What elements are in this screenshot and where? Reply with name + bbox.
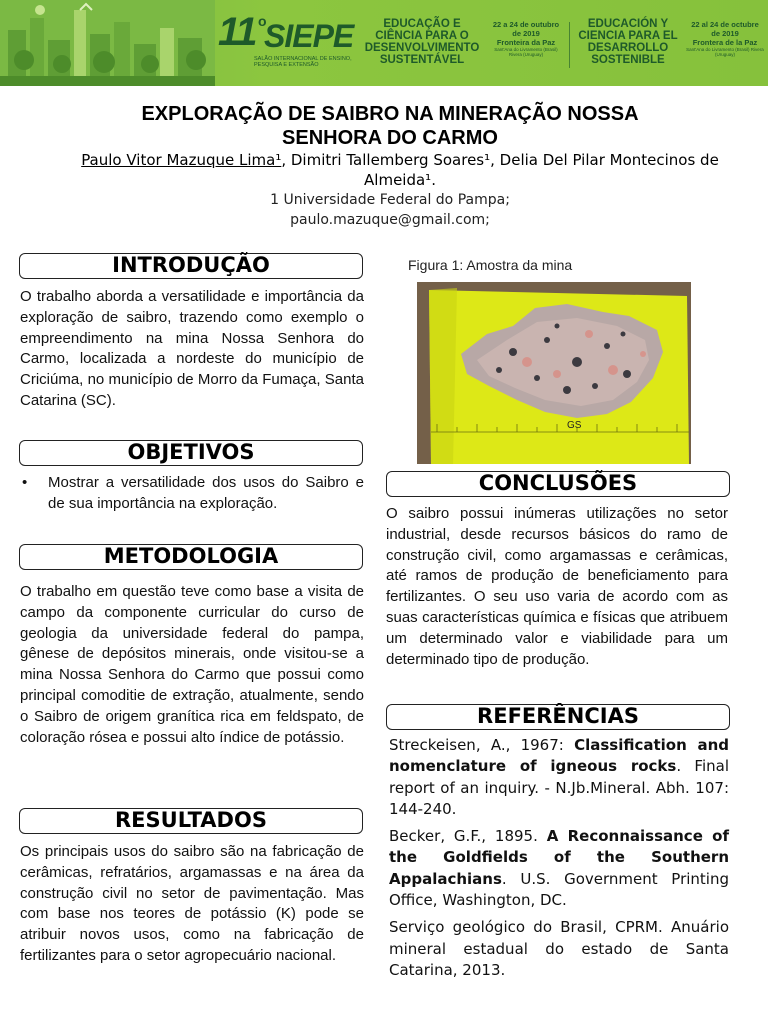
reference-text: . Final report of an inquiry. - N.Jb.Mineral. Abh. 107: 144-240. <box>389 757 730 818</box>
slogan-portuguese: EDUCAÇÃO E CIÊNCIA PARA O DESENVOLVIMENTO SUSTENTÁVEL <box>364 18 480 66</box>
slogan-spanish: EDUCACIÓN Y CIENCIA PARA EL DESARROLLO SOSTENIBLE <box>578 18 678 66</box>
reference-title: Classification and nomenclature of igneous rocks <box>389 736 729 776</box>
rock-sample-label: GS <box>567 420 582 431</box>
dates-pt: 22 a 24 de outubro de 2019 <box>492 20 560 38</box>
other-authors: , Dimitri Tallemberg Soares¹, Delia Del Pilar Montecinos de Almeida¹. <box>281 151 719 189</box>
objetivos-list <box>20 473 364 515</box>
section-heading-referencias: REFERÊNCIAS <box>386 704 730 730</box>
conclusoes-text <box>386 504 728 670</box>
event-banner <box>0 0 768 86</box>
section-heading-resultados: RESULTADOS <box>19 808 363 834</box>
figure-caption: Figura 1: Amostra da mina <box>408 257 573 273</box>
contact-email[interactable]: paulo.mazuque@gmail.com; <box>290 212 490 228</box>
logo-name: SIEPE <box>264 18 354 54</box>
conclusoes-paragraph: O saibro possui inúmeras utilizações no setor industrial, desde recursos básicos do ramo de construção civil, como argamassas e cerâmicas, até ramos de produção de beneficiamento para fertilizantes. O seu uso varia de acordo com as suas características química e físicas que atribuem um determinado valor e viabilidade para um determinado tipo de produção. <box>386 505 728 668</box>
reference-item <box>389 735 729 820</box>
event-dates-spanish <box>686 20 764 57</box>
event-logo <box>218 10 354 76</box>
logo-superscript: o <box>258 13 267 29</box>
references-list <box>389 735 729 987</box>
rock-sample-photo <box>417 282 691 464</box>
dates-es: 22 al 24 de octubre de 2019 <box>691 20 759 38</box>
authors <box>60 150 740 190</box>
reference-title: A Reconnaissance of the Goldfields of the Southern Appalachians <box>389 827 729 888</box>
section-heading-conclusoes: CONCLUSÕES <box>386 471 730 497</box>
event-dates-portuguese <box>488 20 564 57</box>
section-heading-objetivos: OBJETIVOS <box>19 440 363 466</box>
place-detail-es: Sant'Ana do Livramento (Brasil) Rivera (Uruguay) <box>686 47 764 57</box>
section-heading-metodologia: METODOLOGIA <box>19 544 363 570</box>
place-es: Frontera de la Paz <box>692 38 758 47</box>
reference-text: Serviço geológico do Brasil, CPRM. Anuário mineral estadual do estado de Santa Catarina, 2013. <box>389 918 729 979</box>
place-pt: Fronteira da Paz <box>496 38 556 47</box>
introducao-text <box>20 287 364 412</box>
place-detail-pt: Sant'Ana do Livramento (Brasil) Rivera (Uruguay) <box>494 47 558 57</box>
logo-subtitle: SALÃO INTERNACIONAL DE ENSINO, PESQUISA E EXTENSÃO <box>254 56 352 68</box>
first-author: Paulo Vitor Mazuque Lima¹ <box>81 151 282 169</box>
introducao-paragraph: O trabalho aborda a versatilidade e importância da exploração de saibro, trazendo como exemplo o empreendimento na mina Nossa Senhora do Carmo, localizada a nordeste do município de Criciúma, no município de Morro da Fumaça, Santa Catarina (SC). <box>20 288 364 409</box>
metodologia-text <box>20 582 364 748</box>
reference-text: . U.S. Government Printing Office, Washington, DC. <box>389 869 729 910</box>
affiliation-block <box>100 190 680 230</box>
reference-item <box>389 826 729 911</box>
city-skyline-illustration-icon <box>0 0 215 86</box>
resultados-paragraph: Os principais usos do saibro são na fabricação de cerâmicas, refratários, argamassas e na área da construção civil no setor de pavimentação. Mas com base nos teores de potássio (K) pode se atribuir novos usos, como na fabricação de fertilizantes para o setor agropecuário nacional. <box>20 843 364 964</box>
resultados-text <box>20 842 364 967</box>
objetivos-item: • Mostrar a versatilidade dos usos do Saibro e de sua importância na exploração. <box>20 473 364 515</box>
reference-item <box>389 917 729 981</box>
logo-number: 11 <box>218 10 256 54</box>
reference-text: Streckeisen, A., 1967: <box>389 736 575 754</box>
affiliation: 1 Universidade Federal do Pampa; <box>270 192 510 208</box>
banner-divider <box>569 22 570 68</box>
reference-text: Becker, G.F., 1895. <box>389 827 547 846</box>
metodologia-paragraph: O trabalho em questão teve como base a visita de campo da componente curricular do curso de geologia da universidade federal do pampa, gênese de depósitos minerais, onde visitou-se a mina Nossa Senhora do Carmo que possui como principal comoditie de extração, atualmente, sendo o Saibro de origem granítica rica em feldspato, de coloração rósea e possui alto índice de potássio. <box>20 583 364 746</box>
section-heading-introducao: INTRODUÇÃO <box>19 253 363 279</box>
poster-title: EXPLORAÇÃO DE SAIBRO NA MINERAÇÃO NOSSA SENHORA DO CARMO <box>141 103 639 149</box>
